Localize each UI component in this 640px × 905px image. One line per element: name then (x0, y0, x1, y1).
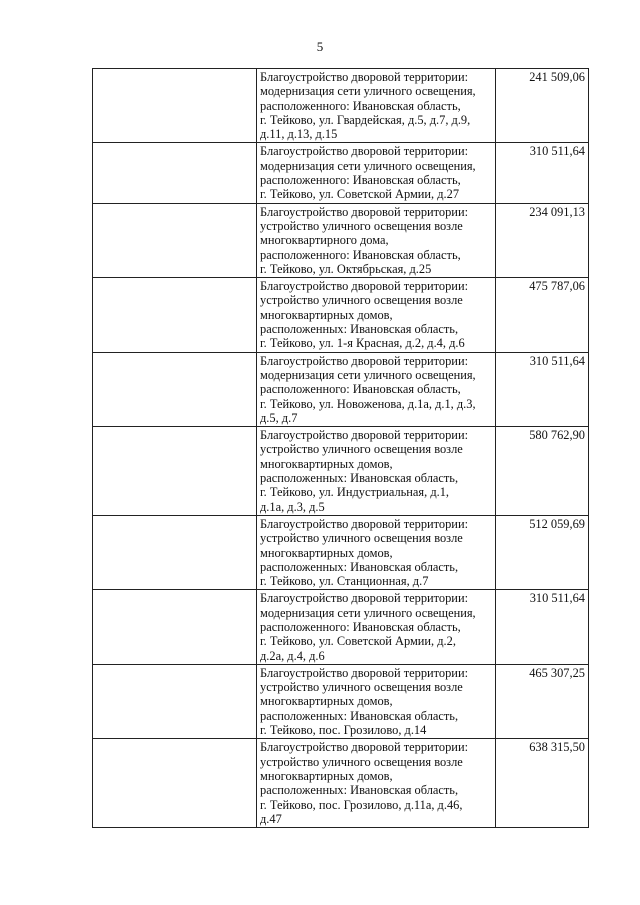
description-line: многоквартирных домов, (260, 456, 393, 471)
description-line: Благоустройство дворовой территории: (260, 279, 469, 294)
description-line: г. Тейково, ул. Станционная, д.7 (260, 574, 429, 589)
description-line: Благоустройство дворовой территории: (260, 740, 469, 755)
amount-cell: 580 762,90 (496, 427, 589, 516)
description-cell (257, 143, 496, 203)
table-row (93, 739, 589, 828)
description-line: г. Тейково, ул. Индустриальная, д.1, (260, 485, 450, 500)
amount-cell: 310 511,64 (496, 590, 589, 664)
description-line: устройство уличного освещения возле (260, 680, 463, 695)
description-line: д.1а, д.3, д.5 (260, 499, 325, 514)
description-line: многоквартирных домов, (260, 768, 393, 783)
description-line: устройство уличного освещения возле (260, 442, 463, 457)
description-line: д.2а, д.4, д.6 (260, 648, 325, 663)
description-line: многоквартирных домов, (260, 307, 393, 322)
description-line: г. Тейково, ул. Гвардейская, д.5, д.7, д.9, (260, 112, 471, 127)
table-row (93, 352, 589, 426)
description-line: расположенных: Ивановская область, (260, 559, 459, 574)
description-line: устройство уличного освещения возле (260, 293, 463, 308)
description-line: д.5, д.7 (260, 410, 298, 425)
description-cell (257, 515, 496, 589)
table-row (93, 427, 589, 516)
description-line: многоквартирного дома, (260, 233, 389, 248)
empty-cell (93, 69, 257, 143)
description-line: расположенных: Ивановская область, (260, 471, 459, 486)
amount-cell: 638 315,50 (496, 739, 589, 828)
table-row (93, 203, 589, 277)
description-line: г. Тейково, пос. Грозилово, д.11а, д.46, (260, 797, 463, 812)
empty-cell (93, 352, 257, 426)
description-line: расположенного: Ивановская область, (260, 619, 461, 634)
description-line: модернизация сети уличного освещения, (260, 367, 476, 382)
description-line: устройство уличного освещения возле (260, 218, 463, 233)
empty-cell (93, 664, 257, 738)
description-line: г. Тейково, пос. Грозилово, д.14 (260, 723, 427, 738)
amount-cell: 310 511,64 (496, 143, 589, 203)
amount-cell: 475 787,06 (496, 278, 589, 352)
amount-cell: 234 091,13 (496, 203, 589, 277)
empty-cell (93, 739, 257, 828)
description-cell (257, 427, 496, 516)
description-cell (257, 278, 496, 352)
description-cell (257, 352, 496, 426)
description-line: Благоустройство дворовой территории: (260, 70, 469, 84)
empty-cell (93, 278, 257, 352)
improvement-table (92, 68, 589, 828)
empty-cell (93, 203, 257, 277)
amount-cell: 310 511,64 (496, 352, 589, 426)
description-line: Благоустройство дворовой территории: (260, 591, 469, 606)
description-line: д.47 (260, 811, 282, 826)
description-line: г. Тейково, ул. 1-я Красная, д.2, д.4, д.6 (260, 336, 465, 351)
description-cell (257, 739, 496, 828)
empty-cell (93, 143, 257, 203)
description-line: расположенного: Ивановская область, (260, 247, 461, 262)
description-line: г. Тейково, ул. Советской Армии, д.27 (260, 187, 460, 202)
amount-cell: 465 307,25 (496, 664, 589, 738)
description-line: модернизация сети уличного освещения, (260, 158, 476, 173)
description-line: Благоустройство дворовой территории: (260, 516, 469, 531)
description-line: Благоустройство дворовой территории: (260, 353, 469, 368)
description-cell (257, 590, 496, 664)
description-line: г. Тейково, ул. Советской Армии, д.2, (260, 634, 456, 649)
table-row (93, 143, 589, 203)
table-row (93, 590, 589, 664)
empty-cell (93, 515, 257, 589)
empty-cell (93, 427, 257, 516)
amount-cell: 512 059,69 (496, 515, 589, 589)
description-line: модернизация сети уличного освещения, (260, 84, 476, 99)
table-row (93, 69, 589, 143)
table-body (93, 69, 589, 828)
description-line: Благоустройство дворовой территории: (260, 204, 469, 219)
description-line: многоквартирных домов, (260, 694, 393, 709)
description-line: расположенного: Ивановская область, (260, 382, 461, 397)
description-cell (257, 664, 496, 738)
description-line: Благоустройство дворовой территории: (260, 665, 469, 680)
description-line: многоквартирных домов, (260, 545, 393, 560)
amount-cell: 241 509,06 (496, 69, 589, 143)
table-row (93, 515, 589, 589)
description-line: устройство уличного освещения возле (260, 531, 463, 546)
table-row (93, 664, 589, 738)
description-cell (257, 203, 496, 277)
description-line: расположенных: Ивановская область, (260, 783, 459, 798)
description-line: расположенного: Ивановская область, (260, 173, 461, 188)
table-row (93, 278, 589, 352)
description-cell (257, 69, 496, 143)
description-line: устройство уличного освещения возле (260, 754, 463, 769)
description-line: Благоустройство дворовой территории: (260, 144, 469, 159)
description-line: Благоустройство дворовой территории: (260, 428, 469, 443)
description-line: г. Тейково, ул. Новоженова, д.1а, д.1, д.3, (260, 396, 476, 411)
description-line: расположенных: Ивановская область, (260, 322, 459, 337)
description-line: г. Тейково, ул. Октябрьская, д.25 (260, 261, 432, 276)
description-line: д.11, д.13, д.15 (260, 127, 338, 142)
description-line: расположенных: Ивановская область, (260, 708, 459, 723)
empty-cell (93, 590, 257, 664)
page-number: 5 (316, 39, 324, 54)
description-line: модернизация сети уличного освещения, (260, 605, 476, 620)
description-line: расположенного: Ивановская область, (260, 98, 461, 113)
